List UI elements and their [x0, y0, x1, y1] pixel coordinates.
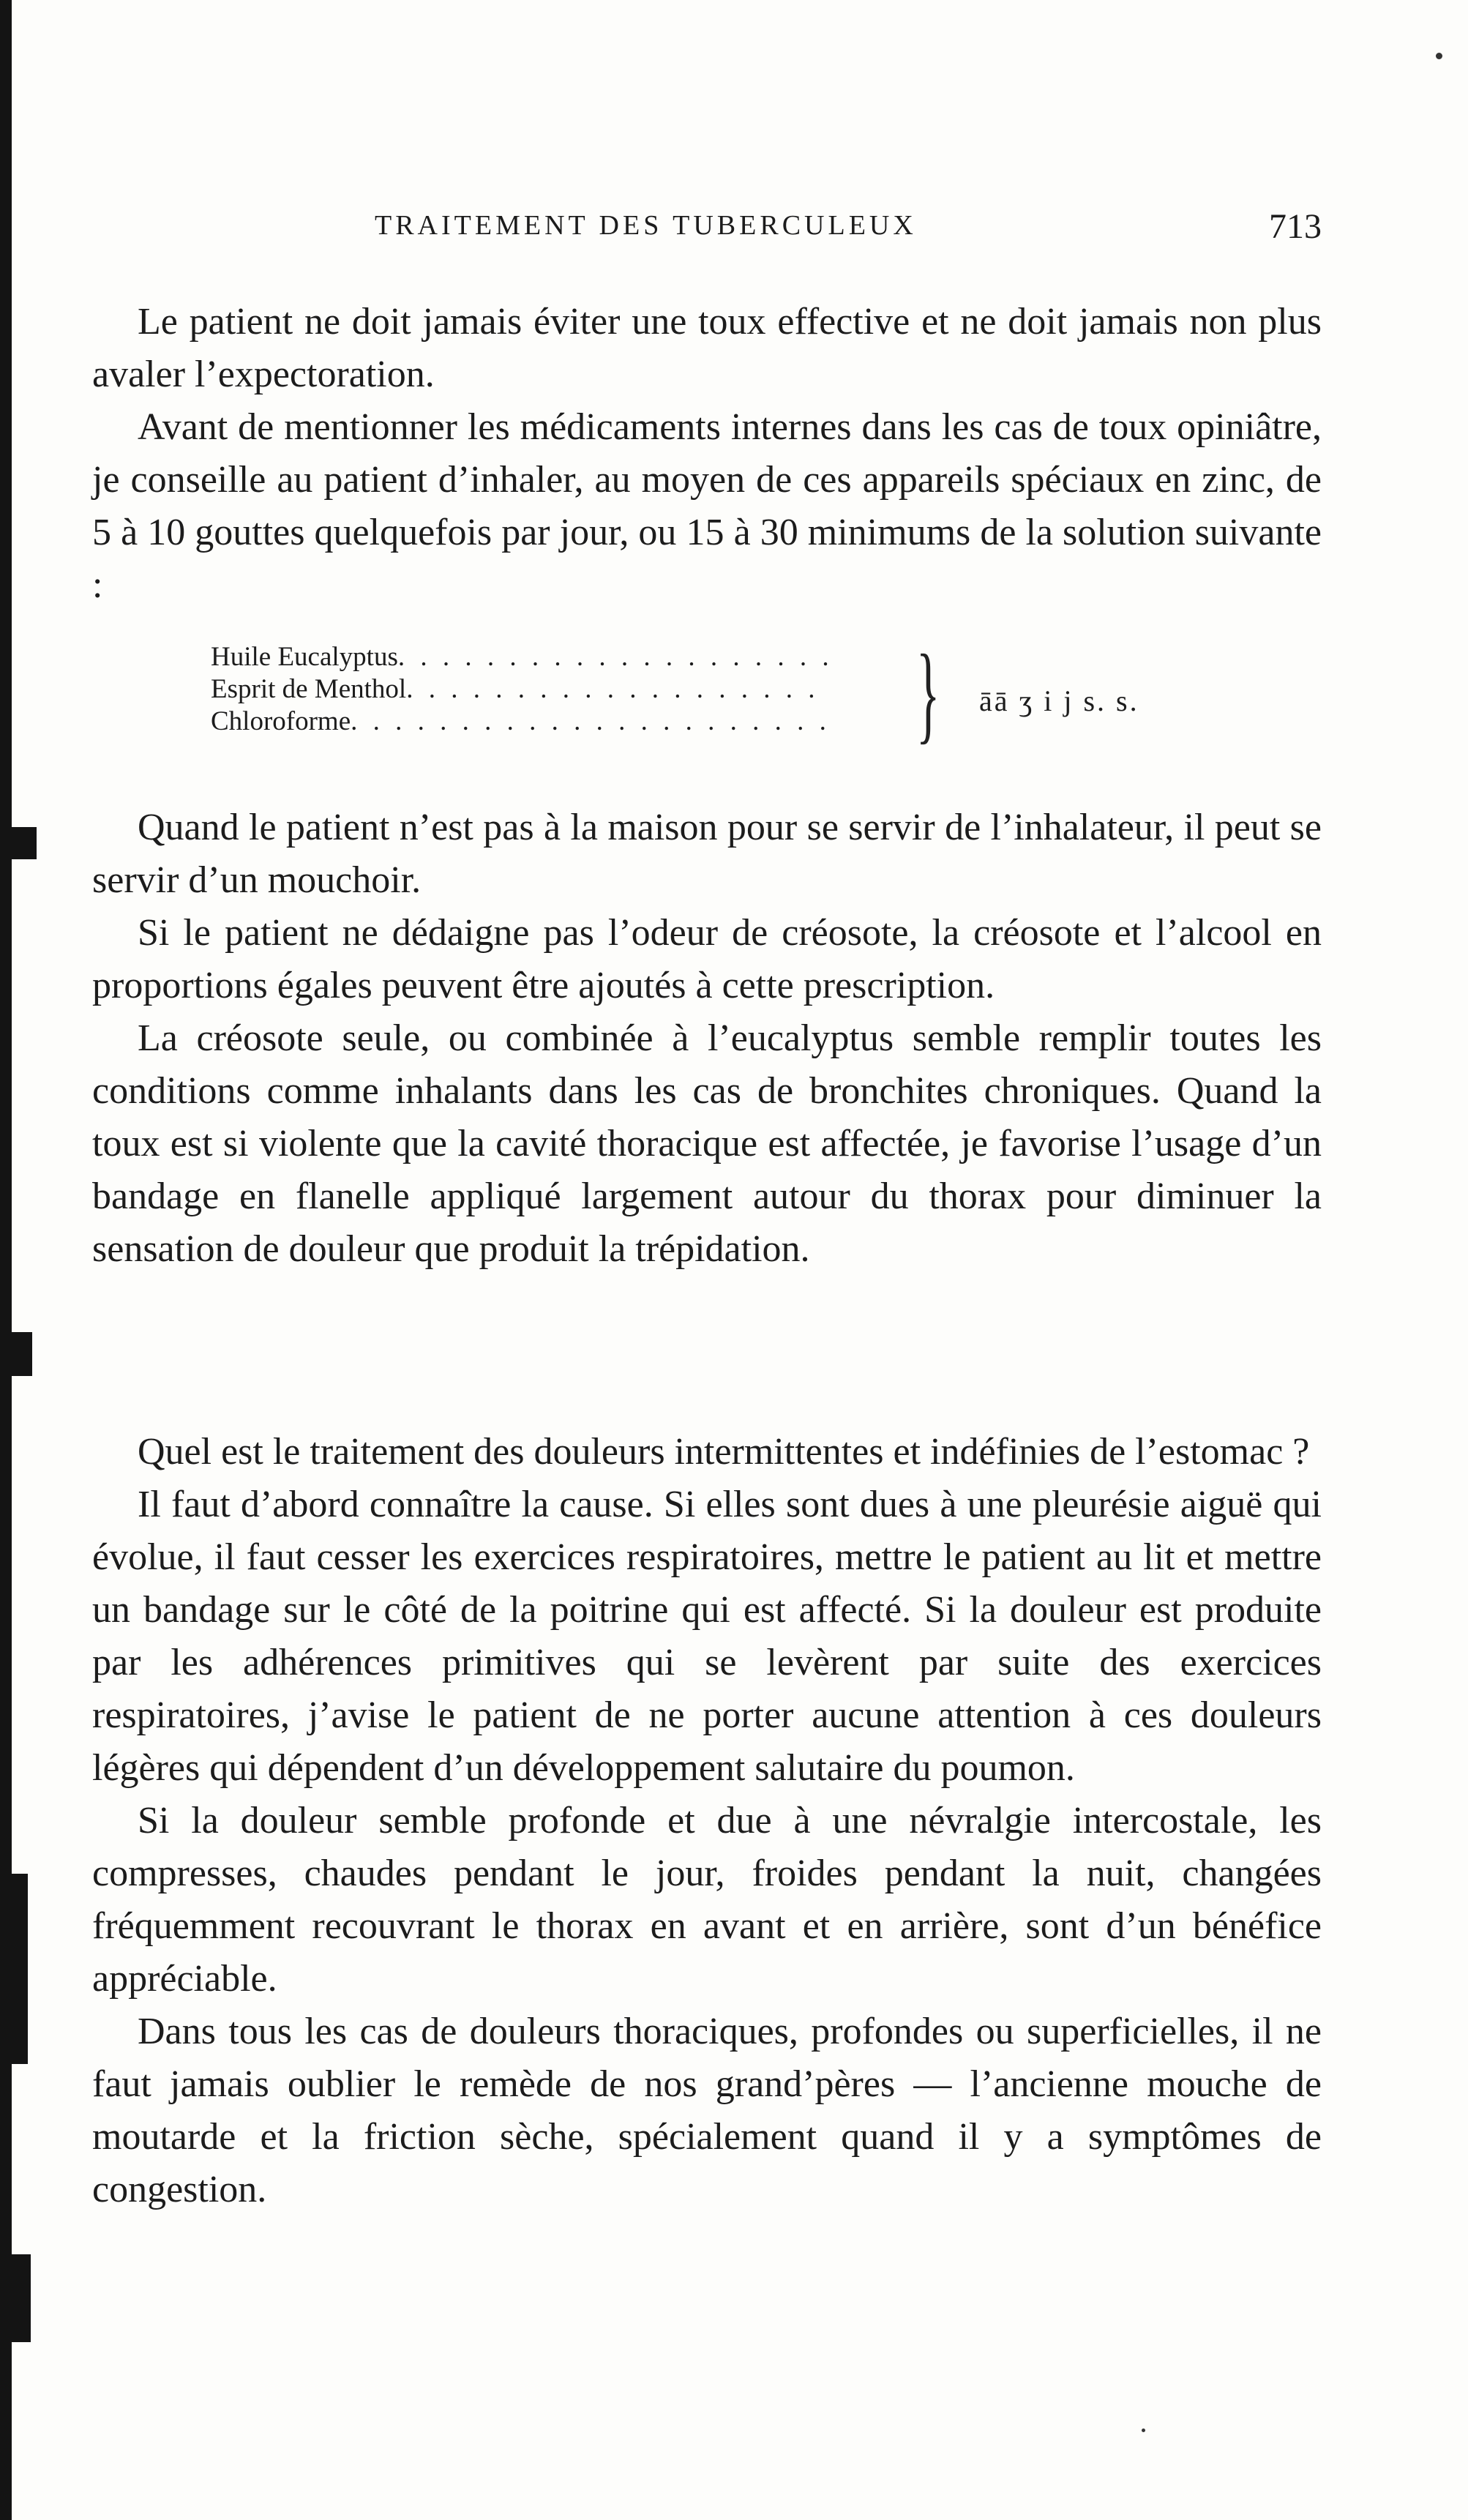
ingredient-name: Huile Eucalyptus: [211, 642, 398, 672]
paragraph: Si la douleur semble profonde et due à une névralgie intercostale, les compresses, chaudes pendant le jour, froides pendant la nuit, changées fréquemment recouvrant le thorax en avant et en arrière, sont d’un bénéfice appréciable.: [92, 1800, 1322, 2000]
ink-speck: [1436, 53, 1442, 59]
text-block-question: [92, 1426, 1322, 2216]
prescription-dose: āā ʒ i j s. s.: [979, 684, 1139, 717]
leader-dots: . . . . . . . . . . . . . . . . . . . . . .: [351, 706, 831, 736]
prescription-formula: [211, 632, 1250, 758]
paragraph: Avant de mentionner les médicaments internes dans les cas de toux opiniâtre, je conseille au patient d’inhaler, au moyen de ces appareils spéciaux en zinc, de 5 à 10 gouttes quelquefois par jour, ou 15 à 30 minimums de la solution suivante :: [92, 406, 1322, 606]
leader-dots: . . . . . . . . . . . . . . . . . . .: [406, 674, 820, 704]
binding-shadow-mark: [12, 1874, 28, 2064]
ink-speck: [1142, 2429, 1145, 2432]
question-heading: Quel est le traitement des douleurs intermittentes et indéfinies de l’estomac ?: [138, 1431, 1310, 1473]
paragraph: La créosote seule, ou combinée à l’eucalyptus semble remplir toutes les conditions comme inhalants dans les cas de bronchites chroniques. Quand la toux est si violente que la cavité thoracique est affectée, je favorise l’usage d’un bandage en flanelle appliqué largement autour du thorax pour diminuer la sensation de douleur que produit la trépidation.: [92, 1017, 1322, 1270]
page-header: [92, 206, 1322, 250]
prescription-item: [211, 641, 834, 673]
page-number: 713: [1269, 207, 1322, 246]
running-title: TRAITEMENT DES TUBERCULEUX: [375, 210, 917, 241]
binding-shadow-mark: [12, 827, 37, 859]
binding-shadow-mark: [12, 2254, 31, 2342]
ingredient-name: Chloroforme: [211, 706, 351, 736]
page-binding-edge: [0, 0, 12, 2520]
paragraph: Il faut d’abord connaître la cause. Si elles sont dues à une pleurésie aiguë qui évolue, il faut cesser les exercices respiratoires, mettre le patient au lit et mettre un bandage sur le côté de la poitrine qui est affecté. Si la douleur est produite par les adhérences primitives qui se levèrent par suite des exercices respiratoires, j’avise le patient de ne porter aucune attention à ces douleurs légères qui dépendent d’un développement salutaire du poumon.: [92, 1484, 1322, 1789]
binding-shadow-mark: [12, 1332, 32, 1376]
text-block-intro: [92, 296, 1322, 612]
ingredient-name: Esprit de Menthol: [211, 674, 407, 704]
paragraph: Si le patient ne dédaigne pas l’odeur de créosote, la créosote et l’alcool en proportions égales peuvent être ajoutés à cette prescription.: [92, 912, 1322, 1006]
text-block-inhalation: [92, 801, 1322, 1276]
prescription-item: [211, 706, 831, 737]
leader-dots: . . . . . . . . . . . . . . . . . . . .: [397, 642, 834, 672]
grouping-brace: }: [916, 632, 940, 754]
paragraph: Le patient ne doit jamais éviter une toux effective et ne doit jamais non plus avaler l’expectoration.: [92, 301, 1322, 395]
paragraph: Quand le patient n’est pas à la maison pour se servir de l’inhalateur, il peut se servir d’un mouchoir.: [92, 807, 1322, 901]
prescription-item: [211, 673, 819, 705]
paragraph: Dans tous les cas de douleurs thoraciques, profondes ou superficielles, il ne faut jamais oublier le remède de nos grand’pères — l’ancienne mouche de moutarde et la friction sèche, spécialement quand il y a symptômes de congestion.: [92, 2011, 1322, 2210]
